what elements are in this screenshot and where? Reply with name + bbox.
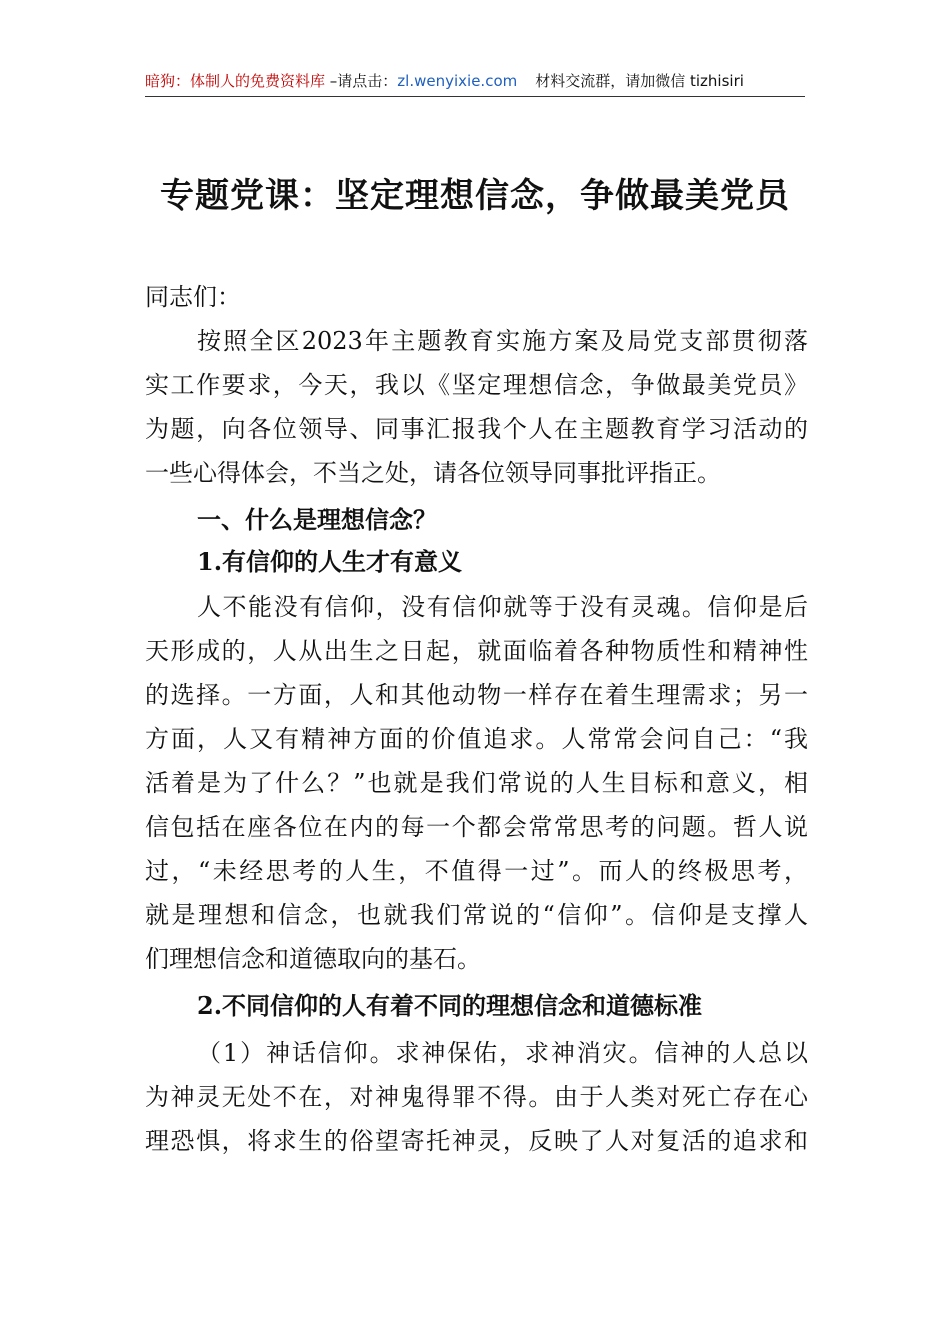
body-line: 为神灵无处不在，对神鬼得罪不得。由于人类对死亡存在心 bbox=[145, 1083, 808, 1111]
body-line: 理恐惧，将求生的俗望寄托神灵，反映了人对复活的追求和 bbox=[145, 1127, 808, 1155]
body-line: 就是理想和信念，也就我们常说的“信仰”。信仰是支撑人 bbox=[145, 901, 808, 929]
body-line: 信包括在座各位在内的每一个都会常常思考的问题。哲人说 bbox=[145, 813, 808, 841]
body-line: 的选择。一方面，人和其他动物一样存在着生理需求；另一 bbox=[145, 681, 808, 709]
body-line: 活着是为了什么？”也就是我们常说的人生目标和意义，相 bbox=[145, 769, 808, 797]
body-line: 方面，人又有精神方面的价值追求。人常常会问自己：“我 bbox=[145, 725, 808, 753]
intro-line: 为题，向各位领导、同事汇报我个人在主题教育学习活动的 bbox=[145, 415, 808, 443]
body-line: 过，“未经思考的人生，不值得一过”。而人的终极思考， bbox=[145, 857, 808, 885]
body-line: 天形成的，人从出生之日起，就面临着各种物质性和精神性 bbox=[145, 637, 808, 665]
intro-line: 按照全区2023年主题教育实施方案及局党支部贯彻落 bbox=[197, 327, 808, 355]
header-contact: 材料交流群，请加微信 tizhisiri bbox=[535, 72, 744, 90]
subsection-heading: 1.有信仰的人生才有意义 bbox=[197, 547, 463, 576]
subsection-heading: 2.不同信仰的人有着不同的理想信念和道德标准 bbox=[197, 991, 703, 1020]
header-site-name: 暗狗：体制人的免费资料库 bbox=[145, 72, 326, 90]
document-title: 专题党课：坚定理想信念，争做最美党员 bbox=[160, 176, 790, 216]
salutation: 同志们： bbox=[145, 283, 241, 311]
body-line: 人不能没有信仰，没有信仰就等于没有灵魂。信仰是后 bbox=[197, 593, 808, 621]
intro-line: 一些心得体会，不当之处，请各位领导同事批评指正。 bbox=[145, 459, 721, 487]
section-heading: 一、什么是理想信念？ bbox=[197, 505, 437, 534]
intro-line: 实工作要求，今天，我以《坚定理想信念，争做最美党员》 bbox=[145, 371, 808, 399]
body-line: 们理想信念和道德取向的基石。 bbox=[145, 945, 481, 973]
body-line: （1）神话信仰。求神保佑，求神消灾。信神的人总以 bbox=[197, 1039, 808, 1067]
document-header bbox=[145, 66, 805, 97]
header-click-prompt: –请点击： bbox=[325, 72, 398, 90]
header-link[interactable]: zl.wenyixie.com bbox=[397, 72, 518, 90]
